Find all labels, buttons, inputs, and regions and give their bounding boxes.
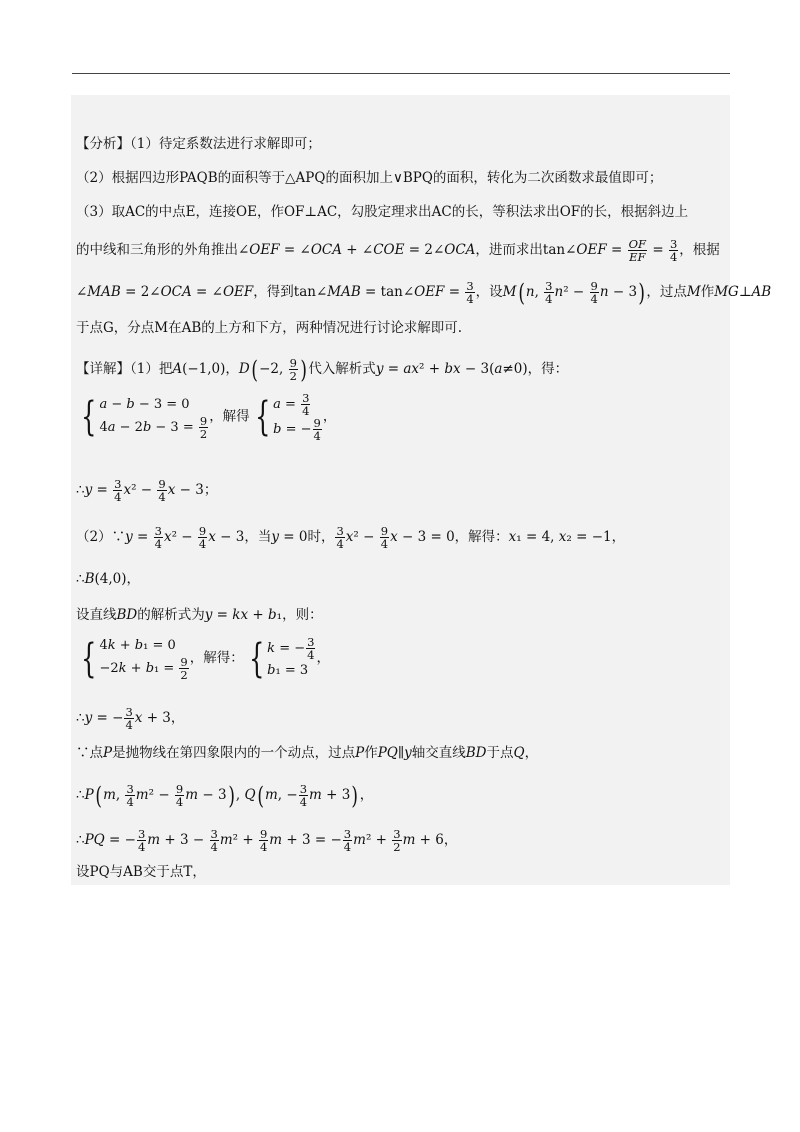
detail-line-9: ∵点P是抛物线在第四象限内的一个动点，过点P作PQ∥y轴交直线BD于点Q， xyxy=(76,745,539,761)
detail-line-11: ∴PQ = − $\frac{3}{4}$ m + 3 − $\frac{3}{4}$ m² + $\frac{9}{4}$ m + 3 = − $\frac{3}{4}$ m² + $\frac{3}{2}$ m + 6， xyxy=(76,827,458,854)
detail-line-5: ∴B(4,0)， xyxy=(76,571,141,587)
analysis-line-1: 【分析】（1）待定系数法进行求解即可； xyxy=(76,136,321,152)
analysis-line-3: （3）取AC的中点E，连接OE，作OF⊥AC，勾股定理求出AC的长，等积法求出OF的长，根据斜边上 xyxy=(76,204,689,220)
detail-line-8: ∴y = − $\frac{3}{4}$ x + 3， xyxy=(76,705,185,732)
detail-line-4: （2）∵y = $\frac{3}{4}$ x² − $\frac{9}{4}$ x − 3，当y = 0时， $\frac{3}{4}$ x² − $\frac{9}{4}$ x − 3 = 0，解得：x₁ = 4, x₂ = −1， xyxy=(76,524,626,551)
detail-line-12: 设PQ与AB交于点T， xyxy=(76,864,206,880)
detail-line-3: ∴y = $\frac{3}{4}$ x² − $\frac{9}{4}$ x − 3； xyxy=(76,477,218,504)
analysis-line-4: 的中线和三角形的外角推出∠OEF = ∠OCA + ∠COE = 2∠OCA，进而求出tan∠OEF = $\frac{OF}{EF}$ = $\frac{3}{4}$ ，根据 xyxy=(76,237,720,264)
detail-line-1: 【详解】（1）把A(−1,0)，D(−2, $\frac{9}{2}$ )代入解析式y = ax² + bx − 3(a≠0)，得： xyxy=(76,355,569,384)
detail-line-6: 设直线BD的解析式为y = kx + b₁，则： xyxy=(76,607,323,623)
analysis-line-2: （2）根据四边形PAQB的面积等于△APQ的面积加上∨BPQ的面积，转化为二次函数求最值即可； xyxy=(76,170,663,186)
header-rule xyxy=(72,73,730,74)
detail-system-2: { 4k + b₁ = 0 −2k + b₁ = $\frac{9}{2}$ ，解得： { k = − $\frac{3}{4}$ b₁ = 3 ， xyxy=(81,635,330,682)
detail-system-1: { a − b − 3 = 0 4a − 2b − 3 = $\frac{9}{2}$ ，解得 { a = $\frac{3}{4}$ b = − $\frac{9}{4}$ ， xyxy=(81,391,337,443)
detail-line-10: ∴P(m, $\frac{3}{4}$ m² − $\frac{9}{4}$ m − 3), Q(m, − $\frac{3}{4}$ m + 3)， xyxy=(76,781,374,810)
analysis-line-5: ∠MAB = 2∠OCA = ∠OEF，得到tan∠MAB = tan∠OEF = $\frac{3}{4}$ ，设M(n, $\frac{3}{4}$ n² − $\frac{9}{4}$ n − 3)，过点M作MG⊥AB xyxy=(76,278,772,307)
analysis-line-6: 于点G，分点M在AB的上方和下方，两种情况进行讨论求解即可. xyxy=(76,320,463,336)
